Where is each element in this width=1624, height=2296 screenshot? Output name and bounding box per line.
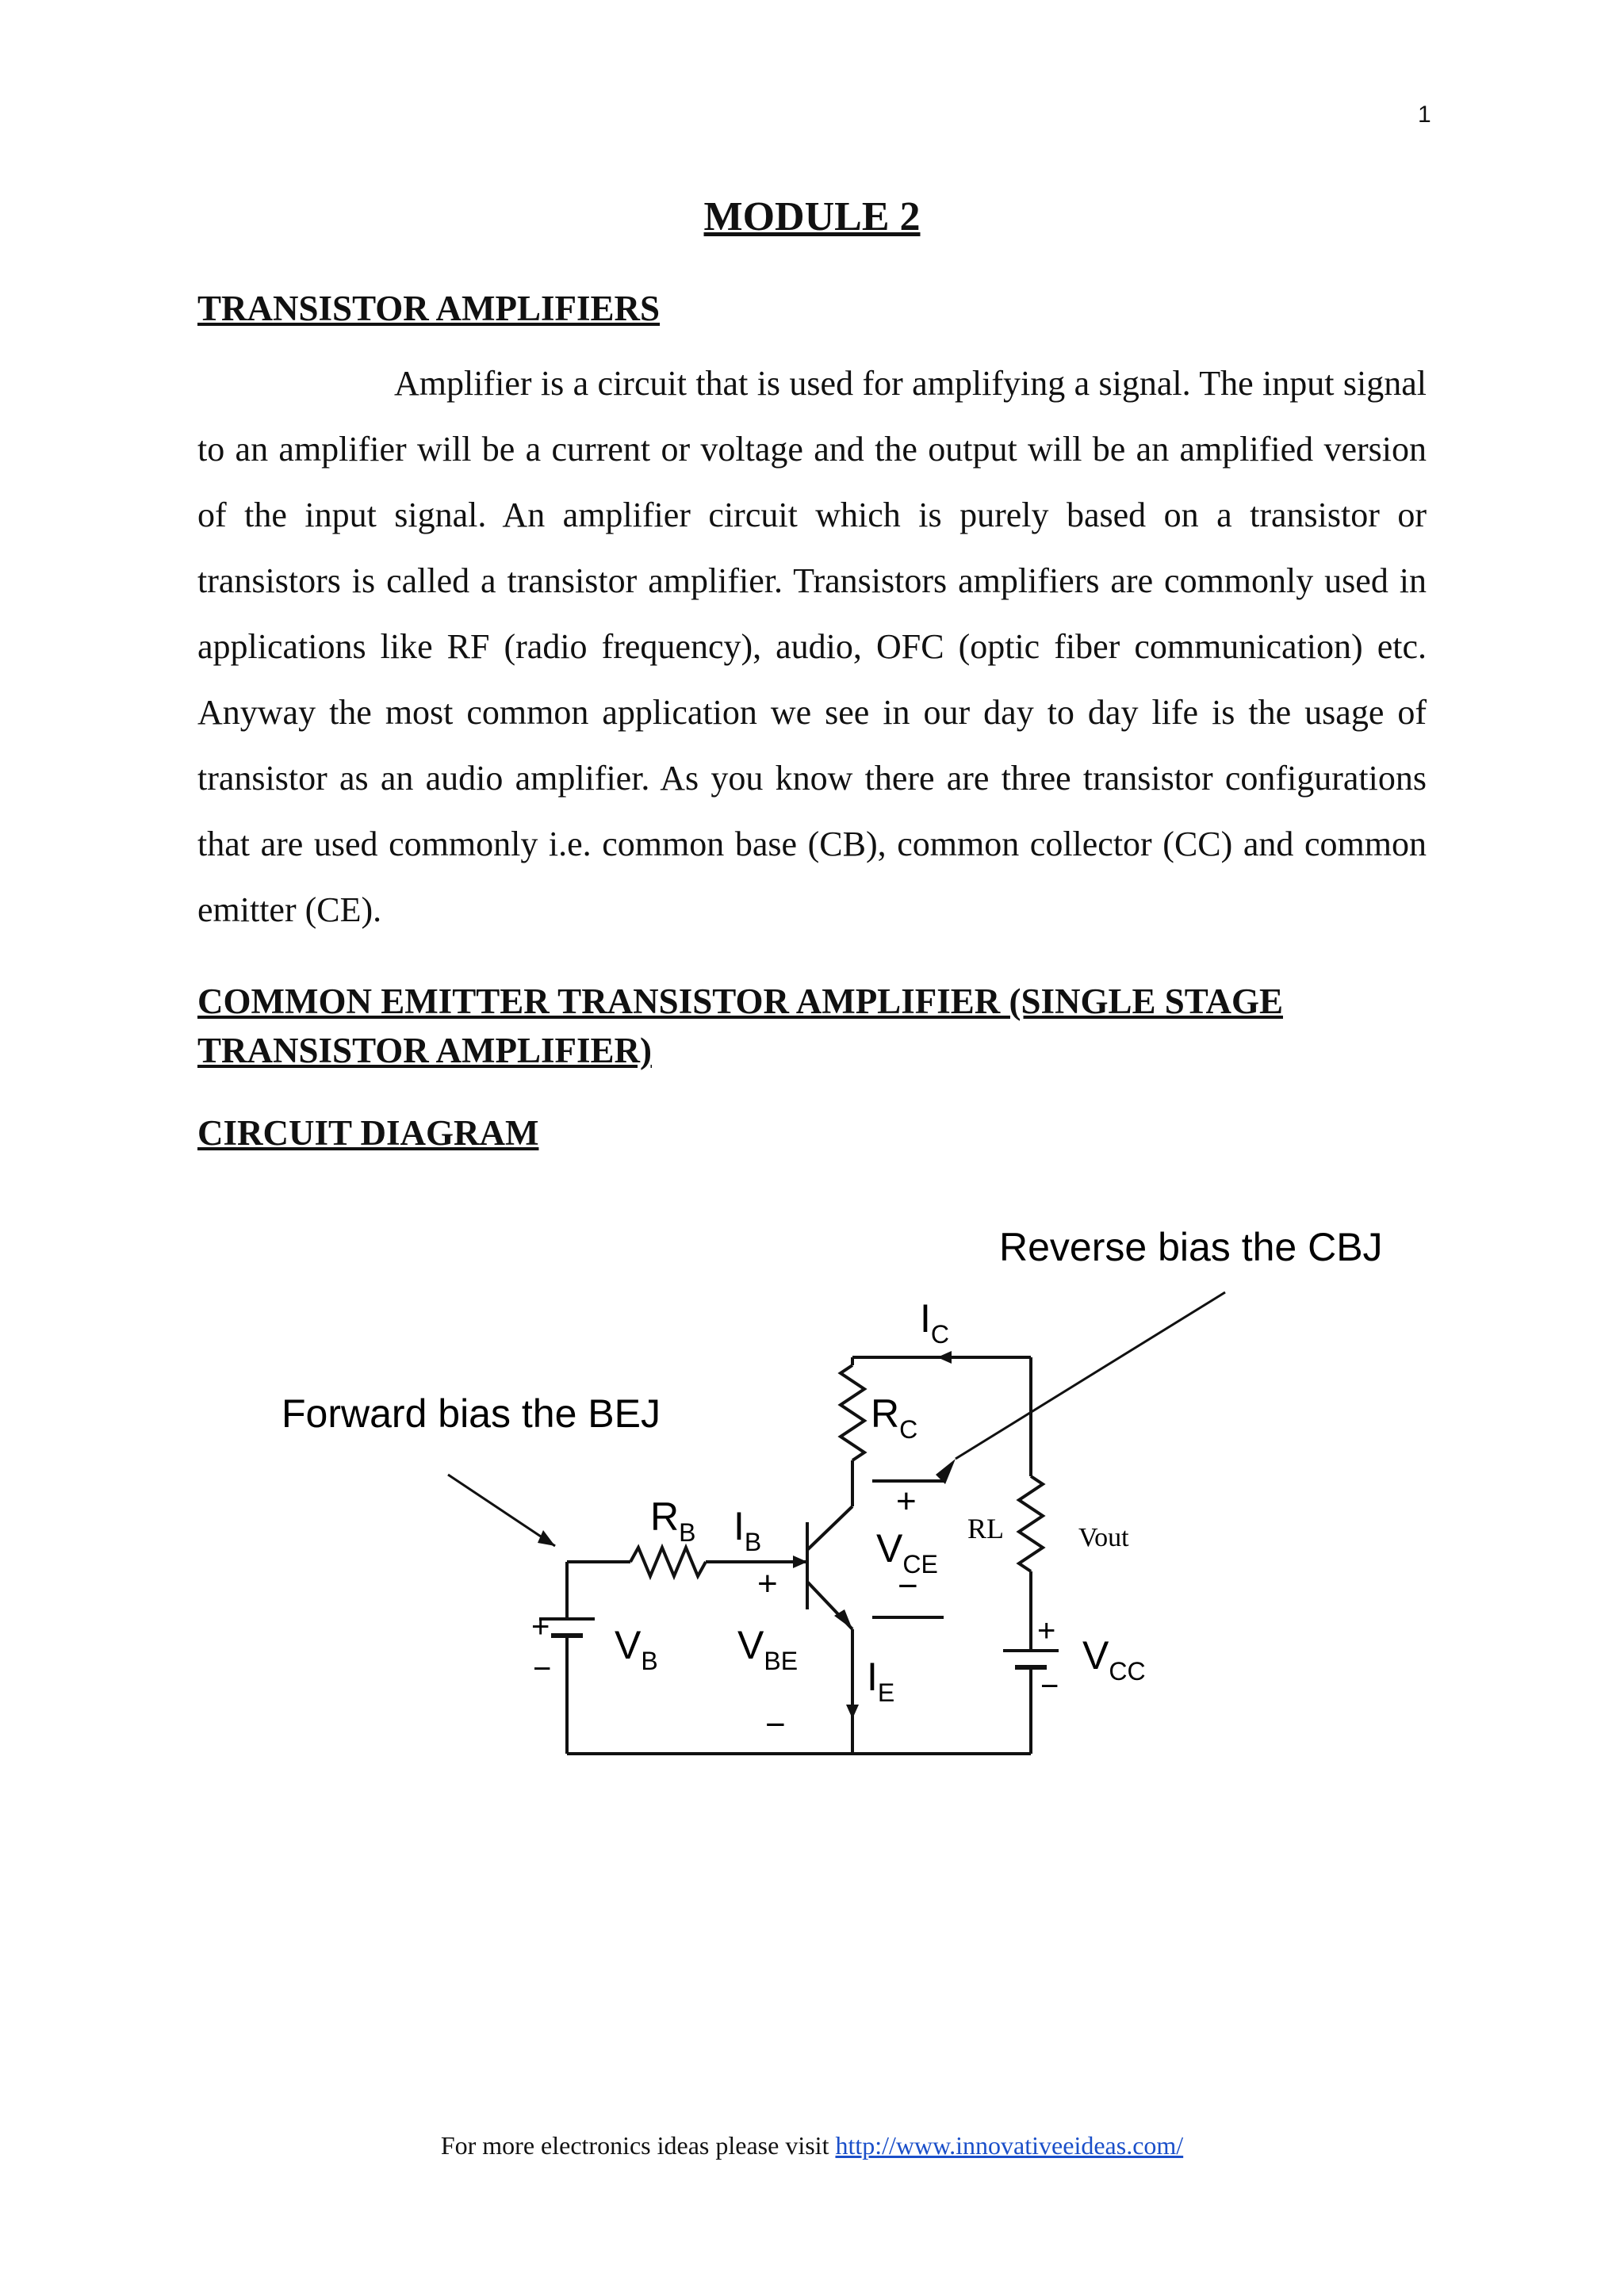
label-rb — [650, 1494, 695, 1547]
label-rb-main: R — [650, 1494, 680, 1539]
circuit-diagram — [238, 1189, 1475, 1792]
label-rl: RL — [967, 1513, 1005, 1544]
label-vcc-sub: CC — [1109, 1657, 1146, 1686]
intro-paragraph: Amplifier is a circuit that is used for amplifying a signal. The input signal to an amplifier will be a current or voltage and the output will be an amplified version of the input signal. An amplifier circuit which is purely based on a transistor or transistors is called a transistor amplifier. Transistors amplifiers are commonly used in applications like RF (radio frequency), audio, OFC (optic fiber communication) etc. Anyway the most common application we see in our day to day life is the usage of transistor as an audio amplifier. As you know there are three transistor configurations that are used commonly i.e. common base (CB), common collector (CC) and common emitter (CE). — [197, 364, 1427, 929]
arrowhead-ic — [937, 1351, 952, 1364]
label-rc-main: R — [871, 1391, 900, 1436]
label-rc — [871, 1391, 917, 1444]
annotation-arrowhead-bej — [538, 1530, 555, 1546]
label-vbe-main: V — [737, 1623, 764, 1667]
label-vcc-plus: + — [1037, 1613, 1056, 1648]
label-vb — [615, 1623, 658, 1675]
label-vb-plus: + — [531, 1609, 550, 1644]
label-rc-sub: C — [899, 1415, 918, 1444]
arrowhead-ie — [846, 1705, 859, 1719]
label-vcc-main: V — [1082, 1633, 1109, 1678]
section-heading-transistor-amplifiers: TRANSISTOR AMPLIFIERS — [197, 289, 661, 328]
section-heading-circuit-diagram: CIRCUIT DIAGRAM — [197, 1113, 539, 1153]
label-vbe-sub: BE — [764, 1647, 799, 1675]
footer-link[interactable]: http://www.innovativeeideas.com/ — [835, 2131, 1184, 2160]
label-vbe-minus: − — [765, 1705, 786, 1744]
section-heading-common-emitter: COMMON EMITTER TRANSISTOR AMPLIFIER (SINGLE STAGE TRANSISTOR AMPLIFIER) — [197, 982, 1283, 1070]
module-title: MODULE 2 — [703, 194, 921, 239]
footer — [0, 2131, 1624, 2160]
label-vcc-minus: − — [1040, 1669, 1059, 1704]
label-vcc — [1082, 1633, 1146, 1686]
label-ib-sub: B — [744, 1528, 762, 1556]
label-vb-main: V — [615, 1623, 642, 1667]
label-vb-sub: B — [641, 1647, 658, 1675]
transistor-collector-lead — [807, 1506, 852, 1550]
footer-text: For more electronics ideas please visit — [440, 2131, 836, 2160]
resistor-rc — [841, 1365, 864, 1460]
label-ie-sub: E — [877, 1678, 895, 1707]
resistor-rb — [630, 1548, 706, 1576]
annotation-bej: Forward bias the BEJ — [282, 1391, 661, 1436]
annotation-arrow-cbj — [956, 1292, 1225, 1459]
resistor-rl — [1019, 1476, 1043, 1571]
label-ic-main: I — [920, 1296, 931, 1341]
label-vce-sub: CE — [902, 1550, 938, 1578]
annotation-arrow-bej — [448, 1475, 555, 1546]
label-vb-minus: − — [533, 1651, 552, 1686]
label-vce-plus: + — [896, 1482, 917, 1521]
label-rb-sub: B — [679, 1518, 696, 1547]
page-number: 1 — [1418, 101, 1431, 128]
label-vbe — [737, 1623, 798, 1675]
label-ie-main: I — [867, 1655, 878, 1699]
annotation-cbj: Reverse bias the CBJ — [999, 1225, 1383, 1269]
label-ic — [920, 1296, 949, 1349]
label-ic-sub: C — [930, 1320, 950, 1349]
label-ib-main: I — [733, 1504, 745, 1548]
label-vout: Vout — [1078, 1523, 1129, 1552]
label-vbe-plus: + — [757, 1564, 778, 1603]
label-ib — [733, 1504, 761, 1556]
label-vce-main: V — [876, 1526, 903, 1571]
arrowhead-ib — [793, 1556, 807, 1568]
label-vce-minus: − — [898, 1567, 918, 1605]
label-ie — [867, 1655, 894, 1707]
